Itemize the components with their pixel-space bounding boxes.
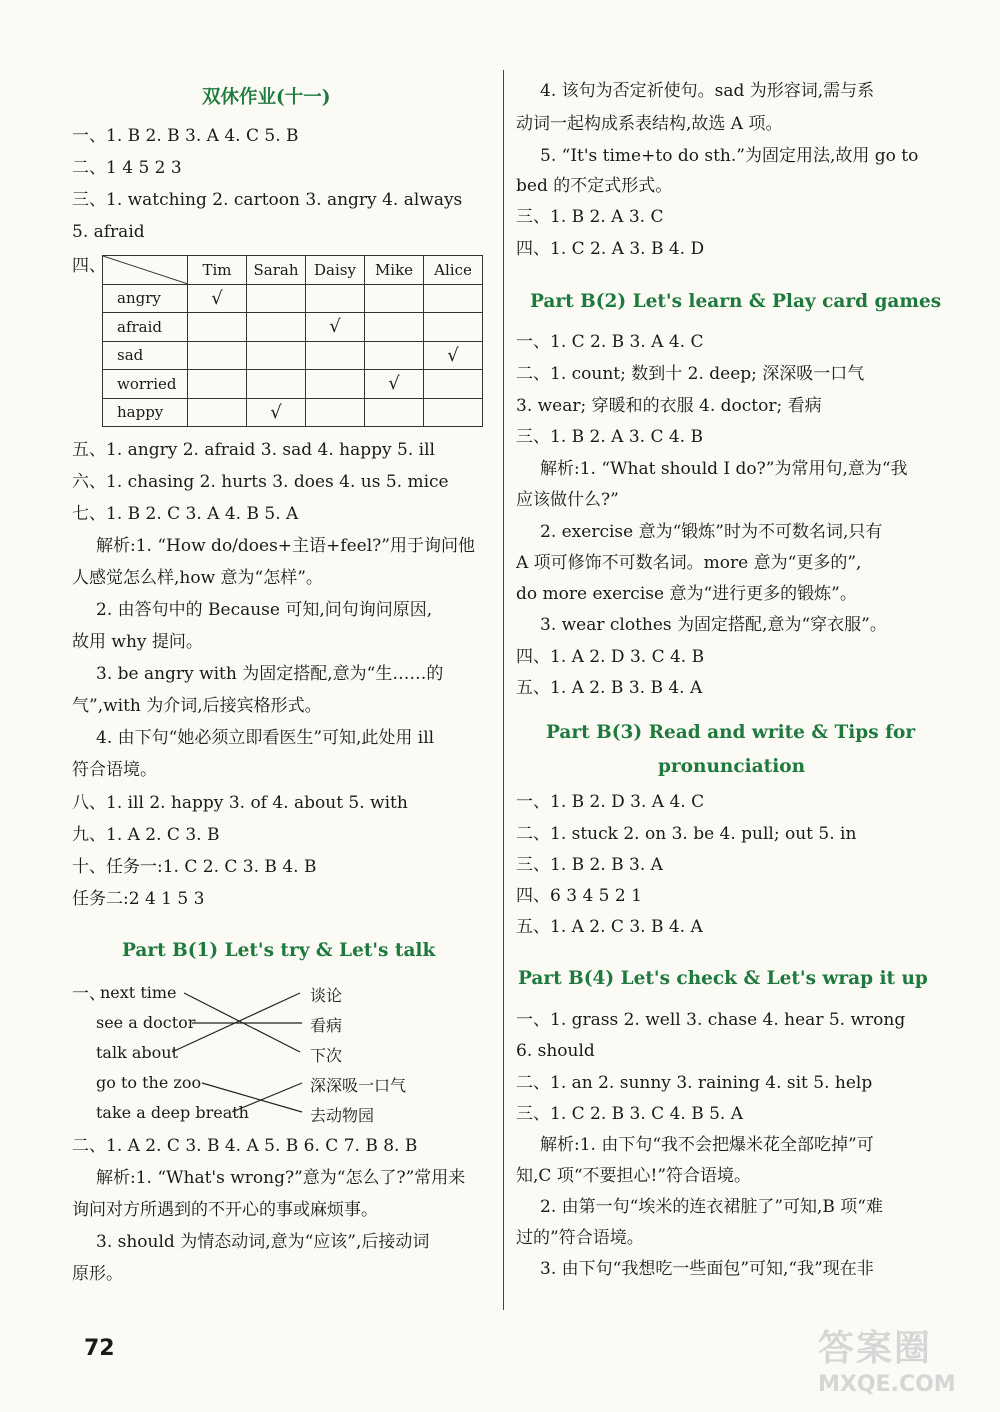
explanation-line: 4. 由下句“她必须立即看医生”可知,此处用 ill <box>96 728 435 748</box>
part-b2-title: Part B(2) Let's learn & Play card games <box>530 291 942 312</box>
explanation-line: 符合语境。 <box>72 760 157 780</box>
table-cell <box>424 370 483 399</box>
row-label: worried <box>103 370 188 399</box>
part-b4-title: Part B(4) Let's check & Let's wrap it up <box>518 968 928 989</box>
explanation-line: 询问对方所遇到的不开心的事或麻烦事。 <box>72 1200 378 1220</box>
answer-line: 二、1. an 2. sunny 3. raining 4. sit 5. help <box>516 1073 873 1093</box>
answer-line: 三、1. watching 2. cartoon 3. angry 4. always <box>72 190 463 210</box>
answer-line: 五、1. angry 2. afraid 3. sad 4. happy 5. ill <box>72 440 435 460</box>
watermark-logo: 答案圈 <box>818 1328 933 1369</box>
table-row <box>103 284 483 313</box>
watermark-url: MXQE.COM <box>818 1372 956 1397</box>
match-right-item: 看病 <box>310 1016 343 1035</box>
explanation-line: 解析:1. “What's wrong?”意为“怎么了?”常用来 <box>96 1168 466 1188</box>
answer-line: 二、1 4 5 2 3 <box>72 158 182 178</box>
explanation-line: 知,C 项“不要担心!”符合语境。 <box>516 1166 752 1186</box>
table-cell <box>424 284 483 313</box>
answer-line: 八、1. ill 2. happy 3. of 4. about 5. with <box>72 793 408 813</box>
emotion-table <box>102 255 483 427</box>
explanation-line: 过的”符合语境。 <box>516 1228 644 1248</box>
explanation-line: 原形。 <box>72 1264 123 1284</box>
table-header: Tim <box>188 256 247 285</box>
table-cell <box>188 398 247 427</box>
explanation-line: do more exercise 意为“进行更多的锻炼”。 <box>516 584 857 604</box>
match-left-item: talk about <box>96 1043 179 1062</box>
table-cell: √ <box>247 398 306 427</box>
table-header: Daisy <box>306 256 365 285</box>
answer-line: 6. should <box>516 1041 595 1061</box>
match-right-item: 谈论 <box>310 986 343 1005</box>
explanation-line: 故用 why 提问。 <box>72 632 203 652</box>
table-cell <box>365 284 424 313</box>
table-cell <box>424 398 483 427</box>
table-cell <box>188 341 247 370</box>
table-cell <box>306 341 365 370</box>
match-right-item: 深深吸一口气 <box>310 1076 407 1095</box>
part-b1-title: Part B(1) Let's try & Let's talk <box>122 940 436 961</box>
explanation-line: 3. 由下句“我想吃一些面包”可知,“我”现在非 <box>540 1259 874 1279</box>
row-label: happy <box>103 398 188 427</box>
answer-line: 九、1. A 2. C 3. B <box>72 825 220 845</box>
table-cell <box>424 313 483 342</box>
table-cell <box>247 341 306 370</box>
table-row <box>103 398 483 427</box>
answer-line: 5. afraid <box>72 222 145 242</box>
table-cell <box>306 370 365 399</box>
explanation-line: 气”,with 为介词,后接宾格形式。 <box>72 696 322 716</box>
table-row <box>103 313 483 342</box>
explanation-line: 3. should 为情态动词,意为“应该”,后接动词 <box>96 1232 430 1252</box>
table-cell: √ <box>306 313 365 342</box>
explanation-line: 解析:1. “What should I do?”为常用句,意为“我 <box>540 459 908 479</box>
answer-line: 十、任务一:1. C 2. C 3. B 4. B <box>72 857 317 877</box>
matching-lines <box>72 980 490 1130</box>
answer-line: 四、6 3 4 5 2 1 <box>516 886 642 906</box>
table-cell <box>365 341 424 370</box>
explanation-line: 3. be angry with 为固定搭配,意为“生……的 <box>96 664 444 684</box>
table-cell <box>247 313 306 342</box>
explanation-line: 解析:1. 由下句“我不会把爆米花全部吃掉”可 <box>540 1135 874 1155</box>
answer-line: 二、1. count; 数到十 2. deep; 深深吸一口气 <box>516 364 865 384</box>
answer-line: 四、1. C 2. A 3. B 4. D <box>516 239 705 259</box>
table-header: Alice <box>424 256 483 285</box>
answer-line: 二、1. stuck 2. on 3. be 4. pull; out 5. in <box>516 824 857 844</box>
answer-line: 五、1. A 2. C 3. B 4. A <box>516 917 703 937</box>
table-header: Mike <box>365 256 424 285</box>
answer-line: 六、1. chasing 2. hurts 3. does 4. us 5. mice <box>72 472 449 492</box>
answer-line: 三、1. B 2. A 3. C <box>516 207 664 227</box>
answer-line: 任务二:2 4 1 5 3 <box>72 889 205 909</box>
answer-line: 一、1. C 2. B 3. A 4. C <box>516 332 704 352</box>
answer-line: 三、1. B 2. B 3. A <box>516 855 663 875</box>
section-title: 双休作业(十一) <box>202 87 331 108</box>
explanation-line: 解析:1. “How do/does+主语+feel?”用于询问他 <box>96 536 475 556</box>
explanation-line: A 项可修饰不可数名词。more 意为“更多的”, <box>516 553 862 573</box>
table-cell <box>306 284 365 313</box>
table-cell <box>188 370 247 399</box>
answer-line: 一、1. grass 2. well 3. chase 4. hear 5. wrong <box>516 1010 906 1030</box>
table-corner <box>103 256 188 285</box>
explanation-line: 人感觉怎么样,how 意为“怎样”。 <box>72 568 323 588</box>
row-label: sad <box>103 341 188 370</box>
answer-line: 三、1. C 2. B 3. C 4. B 5. A <box>516 1104 744 1124</box>
answer-line: 一、1. B 2. B 3. A 4. C 5. B <box>72 126 299 146</box>
match-right-item: 去动物园 <box>310 1106 375 1125</box>
match-left-item: see a doctor <box>96 1013 196 1032</box>
answer-line: 四、 <box>72 256 106 276</box>
row-label: angry <box>103 284 188 313</box>
match-left-item: take a deep breath <box>96 1103 249 1122</box>
explanation-line: 3. wear clothes 为固定搭配,意为“穿衣服”。 <box>540 615 887 635</box>
table-cell: √ <box>365 370 424 399</box>
explanation-line: 应该做什么?” <box>516 490 619 510</box>
part-b3-title-cont: pronunciation <box>658 756 806 777</box>
table-cell <box>365 398 424 427</box>
column-divider <box>503 70 504 1310</box>
table-cell: √ <box>188 284 247 313</box>
explanation-line: bed 的不定式形式。 <box>516 176 673 196</box>
explanation-line: 2. 由答句中的 Because 可知,问句询问原因, <box>96 600 433 620</box>
table-cell <box>365 313 424 342</box>
answer-line: 一、1. B 2. D 3. A 4. C <box>516 792 705 812</box>
row-label: afraid <box>103 313 188 342</box>
match-left-item: go to the zoo <box>96 1073 202 1092</box>
table-cell <box>247 284 306 313</box>
explanation-line: 5. “It's time+to do sth.”为固定用法,故用 go to <box>540 146 919 166</box>
explanation-line: 动词一起构成系表结构,故选 A 项。 <box>516 114 783 134</box>
table-row <box>103 370 483 399</box>
match-prefix: 一、 <box>72 984 106 1004</box>
answer-line: 五、1. A 2. B 3. B 4. A <box>516 678 703 698</box>
explanation-line: 4. 该句为否定祈使句。sad 为形容词,需与系 <box>540 81 875 101</box>
answer-line: 三、1. B 2. A 3. C 4. B <box>516 427 703 447</box>
explanation-line: 2. 由第一句“埃米的连衣裙脏了”可知,B 项“难 <box>540 1197 883 1217</box>
answer-line: 四、1. A 2. D 3. C 4. B <box>516 647 705 667</box>
table-cell <box>247 370 306 399</box>
table-header: Sarah <box>247 256 306 285</box>
match-left-item: next time <box>100 983 177 1002</box>
table-cell: √ <box>424 341 483 370</box>
page-number: 72 <box>84 1336 115 1361</box>
part-b3-title: Part B(3) Read and write & Tips for <box>546 722 916 743</box>
table-row <box>103 341 483 370</box>
table-cell <box>188 313 247 342</box>
answer-line: 3. wear; 穿暖和的衣服 4. doctor; 看病 <box>516 396 822 416</box>
answer-line: 二、1. A 2. C 3. B 4. A 5. B 6. C 7. B 8. B <box>72 1136 418 1156</box>
answer-line: 七、1. B 2. C 3. A 4. B 5. A <box>72 504 299 524</box>
explanation-line: 2. exercise 意为“锻炼”时为不可数名词,只有 <box>540 522 883 542</box>
match-right-item: 下次 <box>310 1046 343 1065</box>
table-cell <box>306 398 365 427</box>
